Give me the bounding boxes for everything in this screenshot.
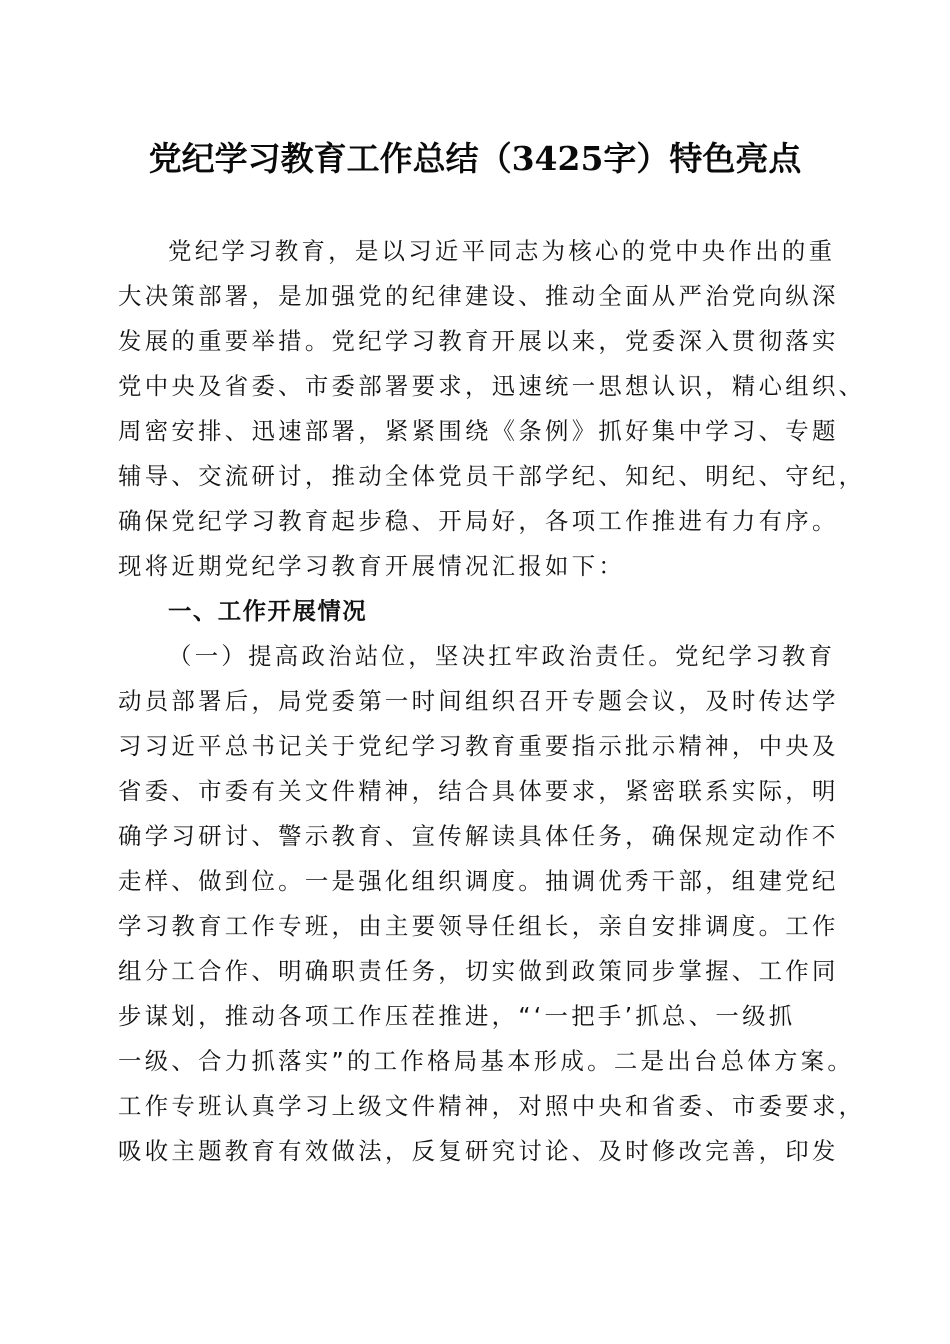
body-line-15: 走样、做到位。一是强化组织调度。抽调优秀干部，组建党纪 [118,867,839,895]
section-heading-1: 一、工作开展情况 [168,597,368,625]
body-line-7: 确保党纪学习教育起步稳、开局好，各项工作推进有力有序。 [118,507,839,535]
body-line-17: 组分工合作、明确职责任务，切实做到政策同步掌握、工作同 [118,957,839,985]
body-line-21: 吸收主题教育有效做法，反复研究讨论、及时修改完善，印发 [118,1137,839,1165]
body-line-4: 党中央及省委、市委部署要求，迅速统一思想认识，精心组织、 [118,372,866,400]
body-line-11: 动员部署后，局党委第一时间组织召开专题会议，及时传达学 [118,687,839,715]
document-title: 党纪学习教育工作总结（3425字）特色亮点 [148,139,802,178]
body-line-14: 确学习研讨、警示教育、宣传解读具体任务，确保规定动作不 [118,822,839,850]
body-line-12: 习习近平总书记关于党纪学习教育重要指示批示精神，中央及 [118,732,839,760]
body-line-5: 周密安排、迅速部署，紧紧围绕《条例》抓好集中学习、专题 [118,417,839,445]
body-line-6: 辅导、交流研讨，推动全体党员干部学纪、知纪、明纪、守纪， [118,462,866,490]
body-line-18: 步谋划，推动各项工作压茬推进，“‘一把手’抓总、一级抓 [118,1002,796,1030]
body-line-16: 学习教育工作专班，由主要领导任组长，亲自安排调度。工作 [118,912,839,940]
body-line-3: 发展的重要举措。党纪学习教育开展以来，党委深入贯彻落实 [118,327,839,355]
body-line-10: （一）提高政治站位，坚决扛牢政治责任。党纪学习教育 [168,642,836,670]
body-line-13: 省委、市委有关文件精神，结合具体要求，紧密联系实际，明 [118,777,839,805]
body-line-19: 一级、合力抓落实”的工作格局基本形成。二是出台总体方案。 [118,1047,855,1075]
body-line-1: 党纪学习教育，是以习近平同志为核心的党中央作出的重 [168,237,836,265]
body-line-8: 现将近期党纪学习教育开展情况汇报如下： [118,552,626,580]
body-line-2: 大决策部署，是加强党的纪律建设、推动全面从严治党向纵深 [118,282,839,310]
body-line-20: 工作专班认真学习上级文件精神，对照中央和省委、市委要求， [118,1092,866,1120]
